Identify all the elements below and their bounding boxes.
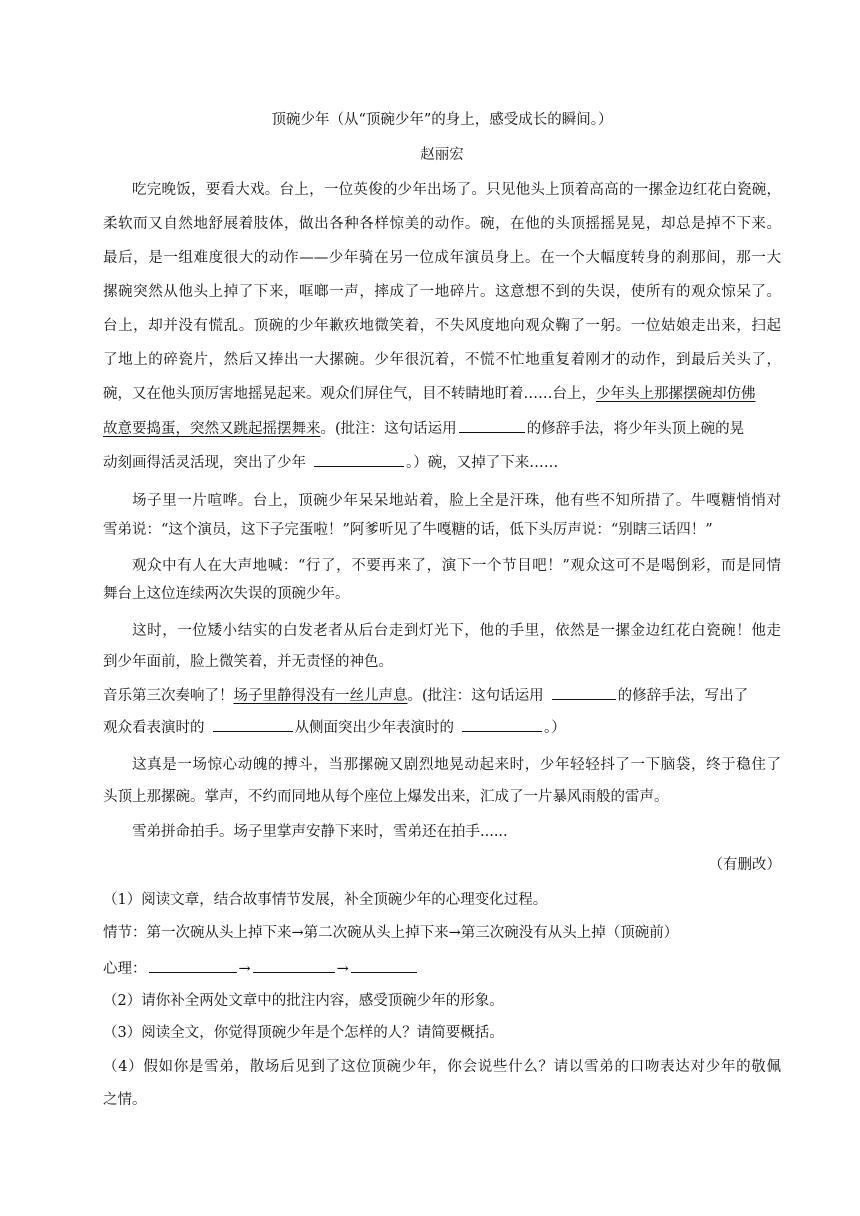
answer-blank-psych-3[interactable]: [351, 958, 417, 973]
answer-blank-psych-1[interactable]: [149, 958, 237, 973]
paragraph-6-line-1: 这真是一场惊心动魄的搏斗，当那摞碗又剧烈地晃动起来时，少年轻轻抖了一下脑袋，终于稳住了: [132, 757, 781, 773]
answer-blank-boy-trait[interactable]: [314, 452, 404, 467]
text-segment: 碗，又在他头顶厉害地摇晃起来。观众们屏住气，目不转睛地盯着……台上，: [103, 386, 596, 402]
text-segment: 。）: [544, 720, 566, 736]
text-segment: 。）碗，又掉了下来……: [406, 455, 559, 471]
paragraph-4-line-1: 这时，一位矮小结实的白发老者从后台走到灯光下，他的手里，依然是一摞金边红花白瓷碗！他走: [132, 623, 781, 639]
paragraph-1-line-7: [103, 384, 781, 404]
paragraph-6-line-2: 头顶上那摞碗。掌声，不约而同地从每个座位上爆发出来，汇成了一片暴风雨般的雷声。: [103, 789, 669, 805]
question-3: （3）阅读全文，你觉得顶碗少年是个怎样的人？请简要概括。: [103, 1025, 504, 1041]
paragraph-3-line-1: 观众中有人在大声地喊：“行了，不要再来了，演下一个节目吧！”观众这可不是喝倒彩，而是同情: [132, 558, 781, 574]
paragraph-2-line-1: 场子里一片喧哗。台上，顶碗少年呆呆地站着，脸上全是汗珠，他有些不知所措了。牛嘎糖悄悄对: [132, 493, 781, 509]
arrow-icon: →: [336, 961, 349, 977]
answer-blank-psych-2[interactable]: [253, 958, 335, 973]
paragraph-1-line-5: 台上，却并没有慌乱。顶碗的少年歉疚地微笑着，不失风度地向观众鞠了一躬。一位姑娘走出来，扫起: [103, 318, 781, 334]
plot-line: 情节：第一次碗从头上掉下来→第二次碗从头上掉下来→第三次碗没有从头上掉（顶碗前）: [103, 925, 679, 941]
annotation-text: 的修辞手法，将少年头顶上碗的晃: [526, 421, 745, 437]
annotation-text: 从侧面突出少年表演时的: [294, 720, 454, 736]
paragraph-1-line-6: 了地上的碎瓷片，然后又捧出一大摞碗。少年很沉着，不慌不忙地重复着刚才的动作，到最后关头了，: [103, 352, 781, 368]
answer-blank-rhetoric-2[interactable]: [552, 685, 616, 700]
paragraph-1-line-1: 吃完晚饭，要看大戏。台上，一位英俊的少年出场了。只见他头上顶着高高的一摞金边红花白瓷碗，: [132, 182, 781, 198]
annotation-text: 动刻画得活灵活现，突出了少年: [103, 455, 306, 471]
paragraph-2-line-2: 雪弟说：“这个演员，这下子完蛋啦！”阿爹听见了牛嘎糖的话，低下头厉声说：“别瞎三话四！”: [103, 522, 713, 538]
paragraph-1-line-4: 摞碗突然从他头上掉了下来，哐啷一声，摔成了一地碎片。这意想不到的失误，使所有的观众惊呆了。: [103, 284, 781, 300]
underlined-sentence-2: 场子里静得没有一丝儿声息: [233, 688, 408, 704]
article-author: 赵丽宏: [420, 147, 464, 163]
psychology-line: [103, 958, 781, 979]
text-segment: 音乐第三次奏响了！: [103, 688, 234, 704]
article-title: 顶碗少年（从“顶碗少年”的身上，感受成长的瞬间。）: [271, 112, 613, 128]
paragraph-1-line-8: [103, 418, 781, 439]
source-note: （有删改）: [708, 857, 781, 873]
question-1: （1）阅读文章，结合故事情节发展，补全顶碗少年的心理变化过程。: [103, 892, 548, 908]
paragraph-5-line-2: [103, 717, 781, 738]
paragraph-4-line-2: 到少年面前，脸上微笑着，并无责怪的神色。: [103, 654, 393, 670]
question-4-line-1: （4）假如你是雪弟，散场后见到了这位顶碗少年，你会说些什么？请以雪弟的口吻表达对少年的敬佩: [103, 1059, 781, 1075]
psychology-label: 心理：: [103, 961, 147, 977]
underlined-sentence-1: 少年头上那摞摆碗却仿佛: [596, 386, 756, 402]
paragraph-3-line-2: 舞台上这位连续两次失误的顶碗少年。: [103, 586, 350, 602]
paragraph-1-line-9: [103, 452, 781, 473]
paragraph-7: 雪弟拼命拍手。场子里掌声安静下来时，雪弟还在拍手......: [132, 824, 508, 840]
paragraph-5-line-1: [103, 685, 781, 706]
answer-blank-performance[interactable]: [462, 717, 542, 732]
annotation-text: 观众看表演时的: [103, 720, 205, 736]
annotation-text: 的修辞手法，写出了: [617, 688, 749, 704]
annotation-text: 。(批注：这句话运用: [320, 421, 457, 437]
underlined-sentence-1-cont: 故意要捣蛋，突然又跳起摇摆舞来: [103, 421, 321, 437]
question-2: （2）请你补全两处文章中的批注内容，感受顶碗少年的形象。: [103, 993, 504, 1009]
arrow-icon: →: [238, 961, 251, 977]
answer-blank-audience[interactable]: [213, 717, 293, 732]
annotation-text: 。(批注：这句话运用: [407, 688, 544, 704]
paragraph-1-line-3: 最后，是一组难度很大的动作——少年骑在另一位成年演员身上。在一个大幅度转身的刹那间，那一大: [103, 250, 781, 266]
answer-blank-rhetoric-1[interactable]: [459, 418, 525, 433]
question-4-line-2: 之情。: [103, 1092, 147, 1108]
paragraph-1-line-2: 柔软而又自然地舒展着肢体，做出各种各样惊美的动作。碗，在他的头顶摇摇晃晃，却总是掉不下来。: [103, 216, 781, 232]
